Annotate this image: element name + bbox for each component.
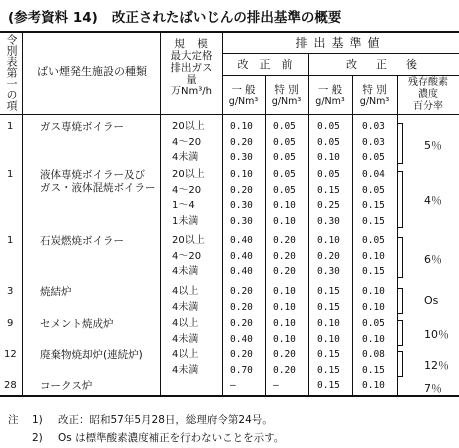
after-special-value: 0.05 bbox=[362, 152, 385, 163]
scale-value: 4～20 bbox=[172, 136, 202, 148]
page-title bbox=[8, 6, 341, 26]
header-item-no: 令別表第一の項 bbox=[5, 34, 18, 111]
oxygen-value: 7％ bbox=[424, 382, 442, 395]
scale-value: 4未満 bbox=[172, 152, 199, 163]
after-special-value: 0.15 bbox=[362, 364, 385, 376]
oxygen-value: Os bbox=[424, 293, 439, 307]
after-general-value: 0.15 bbox=[317, 301, 340, 313]
table-top-rule bbox=[0, 31, 459, 33]
after-special-value: 0.10 bbox=[362, 333, 385, 345]
after-special-value: 0.15 bbox=[362, 266, 385, 277]
header-after: 改 正 後 bbox=[346, 58, 421, 71]
facility-name: ガス専焼ボイラー bbox=[40, 121, 124, 133]
before-general-value: — bbox=[230, 380, 236, 391]
after-special-value: 0.15 bbox=[362, 215, 385, 227]
before-general-value: 0.40 bbox=[230, 235, 253, 246]
scale-value: 4～20 bbox=[172, 184, 202, 196]
title-ref: (参考資料 14) bbox=[8, 10, 98, 26]
before-general-value: 0.10 bbox=[230, 169, 253, 180]
oxygen-value: 5％ bbox=[424, 138, 442, 152]
oxygen-value: 10％ bbox=[424, 327, 449, 341]
col-rule bbox=[22, 31, 23, 395]
after-general-value: 0.15 bbox=[317, 349, 340, 360]
scale-value: 4～20 bbox=[172, 250, 202, 262]
row-brace bbox=[398, 171, 403, 228]
before-general-value: 0.20 bbox=[230, 184, 253, 196]
scale-value: 4未満 bbox=[172, 266, 199, 277]
header-before: 改 正 前 bbox=[237, 58, 293, 71]
before-general-value: 0.30 bbox=[230, 200, 253, 211]
before-general-value: 0.20 bbox=[230, 318, 253, 329]
after-general-value: 0.30 bbox=[317, 215, 340, 227]
before-general-value: 0.30 bbox=[230, 215, 253, 227]
item-number: 9 bbox=[7, 318, 14, 329]
scale-value: 4未満 bbox=[172, 333, 199, 345]
item-number: 28 bbox=[4, 380, 17, 391]
header-before-special: 特 別 g/Nm³ bbox=[271, 84, 302, 107]
title-text: 改正されたばいじんの排出基準の概要 bbox=[111, 10, 342, 26]
facility-name: 焼結炉 bbox=[40, 286, 72, 298]
after-special-value: 0.05 bbox=[362, 318, 385, 329]
before-general-value: 0.20 bbox=[230, 301, 253, 313]
before-special-value: 0.20 bbox=[273, 266, 296, 277]
after-general-value: 0.10 bbox=[317, 318, 340, 329]
after-general-value: 0.05 bbox=[317, 136, 340, 148]
after-general-value: 0.05 bbox=[317, 169, 340, 180]
table-bottom-rule bbox=[0, 395, 459, 397]
after-general-value: 0.15 bbox=[317, 364, 340, 376]
header-rule-2 bbox=[222, 75, 459, 76]
before-special-value: 0.05 bbox=[273, 184, 296, 196]
header-after-special: 特 別 g/Nm³ bbox=[359, 84, 390, 107]
before-special-value: 0.05 bbox=[273, 169, 296, 180]
after-general-value: 0.30 bbox=[317, 266, 340, 277]
before-special-value: 0.05 bbox=[273, 136, 296, 148]
scale-value: 20以上 bbox=[172, 235, 205, 246]
scale-value: 4以上 bbox=[172, 286, 199, 297]
footnotes bbox=[8, 411, 284, 447]
facility-name: セメント焼成炉 bbox=[40, 318, 114, 330]
facility-name: 液体専焼ボイラー及び bbox=[40, 169, 145, 181]
before-general-value: 0.20 bbox=[230, 286, 253, 297]
scale-value: 20以上 bbox=[172, 121, 205, 132]
before-special-value: 0.20 bbox=[273, 364, 296, 376]
after-special-value: 0.15 bbox=[362, 200, 385, 211]
after-special-value: 0.03 bbox=[362, 121, 385, 132]
before-special-value: 0.20 bbox=[273, 235, 296, 246]
item-number: 1 bbox=[7, 235, 14, 246]
before-general-value: 0.30 bbox=[230, 152, 253, 163]
facility-name: コークス炉 bbox=[40, 380, 93, 392]
header-after-general: 一 般 g/Nm³ bbox=[315, 84, 345, 107]
after-special-value: 0.10 bbox=[362, 301, 385, 313]
before-special-value: 0.10 bbox=[273, 286, 296, 297]
scale-value: 4未満 bbox=[172, 301, 199, 313]
after-special-value: 0.05 bbox=[362, 184, 385, 196]
row-brace bbox=[398, 351, 403, 377]
before-special-value: 0.10 bbox=[273, 200, 296, 211]
item-number: 1 bbox=[7, 169, 14, 180]
after-general-value: 0.15 bbox=[317, 184, 340, 196]
after-general-value: 0.10 bbox=[317, 333, 340, 345]
header-scale: 規 模 最大定格 排出ガス 量 万Nm³/h bbox=[170, 38, 213, 97]
header-standard: 排出基準値 bbox=[295, 36, 386, 50]
after-general-value: 0.10 bbox=[317, 152, 340, 163]
scale-value: 4以上 bbox=[172, 349, 199, 360]
row-brace bbox=[398, 320, 403, 346]
oxygen-value: 12％ bbox=[424, 358, 449, 372]
header-before-general: 一 般 g/Nm³ bbox=[228, 84, 259, 107]
scale-value: 1未満 bbox=[172, 215, 199, 227]
after-general-value: 0.05 bbox=[317, 121, 340, 132]
col-rule bbox=[265, 75, 266, 395]
item-number: 12 bbox=[4, 349, 17, 360]
before-general-value: 0.10 bbox=[230, 121, 253, 132]
item-number: 3 bbox=[7, 286, 14, 297]
footnote: 2) Os は標準酸素濃度補正を行わないことを示す。 bbox=[32, 432, 285, 444]
after-special-value: 0.08 bbox=[362, 349, 385, 360]
footnote: 注 1) 改正：昭和57年5月28日，総理府令第24号。 bbox=[8, 414, 273, 426]
after-general-value: 0.15 bbox=[317, 380, 340, 391]
before-general-value: 0.40 bbox=[230, 266, 253, 277]
after-general-value: 0.25 bbox=[317, 200, 340, 211]
row-brace bbox=[398, 237, 403, 278]
after-special-value: 0.05 bbox=[362, 235, 385, 246]
facility-name: 石炭燃焼ボイラー bbox=[40, 235, 124, 247]
before-general-value: 0.40 bbox=[230, 250, 253, 262]
oxygen-value: 4％ bbox=[424, 194, 442, 208]
scale-value: 4以上 bbox=[172, 318, 199, 329]
after-general-value: 0.20 bbox=[317, 250, 340, 262]
before-special-value: 0.10 bbox=[273, 215, 296, 227]
after-special-value: 0.10 bbox=[362, 286, 385, 297]
before-general-value: 0.20 bbox=[230, 136, 253, 148]
item-number: 1 bbox=[7, 121, 14, 132]
header-oxygen: 残存酸素 濃度 百分率 bbox=[408, 77, 448, 112]
before-special-value: 0.10 bbox=[273, 318, 296, 329]
before-general-value: 0.20 bbox=[230, 349, 253, 360]
before-special-value: 0.20 bbox=[273, 250, 296, 262]
scale-value: 1～4 bbox=[172, 200, 195, 211]
facility-name: 廃棄物焼却炉(連続炉) bbox=[40, 349, 143, 361]
after-general-value: 0.10 bbox=[317, 235, 340, 246]
before-special-value: 0.10 bbox=[273, 333, 296, 345]
after-special-value: 0.10 bbox=[362, 380, 385, 391]
after-general-value: 0.15 bbox=[317, 286, 340, 297]
before-special-value: — bbox=[273, 380, 279, 391]
header-bottom-rule bbox=[0, 114, 459, 115]
before-general-value: 0.40 bbox=[230, 333, 253, 345]
oxygen-value: 6％ bbox=[424, 252, 442, 266]
col-rule bbox=[352, 75, 353, 395]
before-special-value: 0.10 bbox=[273, 301, 296, 313]
before-general-value: 0.70 bbox=[230, 364, 253, 376]
scale-value: 4未満 bbox=[172, 364, 199, 376]
before-special-value: 0.20 bbox=[273, 349, 296, 360]
row-brace bbox=[398, 123, 403, 164]
facility-name: ガス・液体混焼ボイラー bbox=[40, 182, 156, 194]
after-special-value: 0.03 bbox=[362, 136, 385, 148]
after-special-value: 0.04 bbox=[362, 169, 385, 180]
scale-value: 20以上 bbox=[172, 169, 205, 180]
header-rule-1 bbox=[222, 53, 459, 54]
before-special-value: 0.05 bbox=[273, 121, 296, 132]
before-special-value: 0.05 bbox=[273, 152, 296, 163]
after-special-value: 0.10 bbox=[362, 250, 385, 262]
row-brace bbox=[398, 288, 403, 314]
header-facility-type: ばい煙発生施設の種類 bbox=[37, 65, 147, 78]
